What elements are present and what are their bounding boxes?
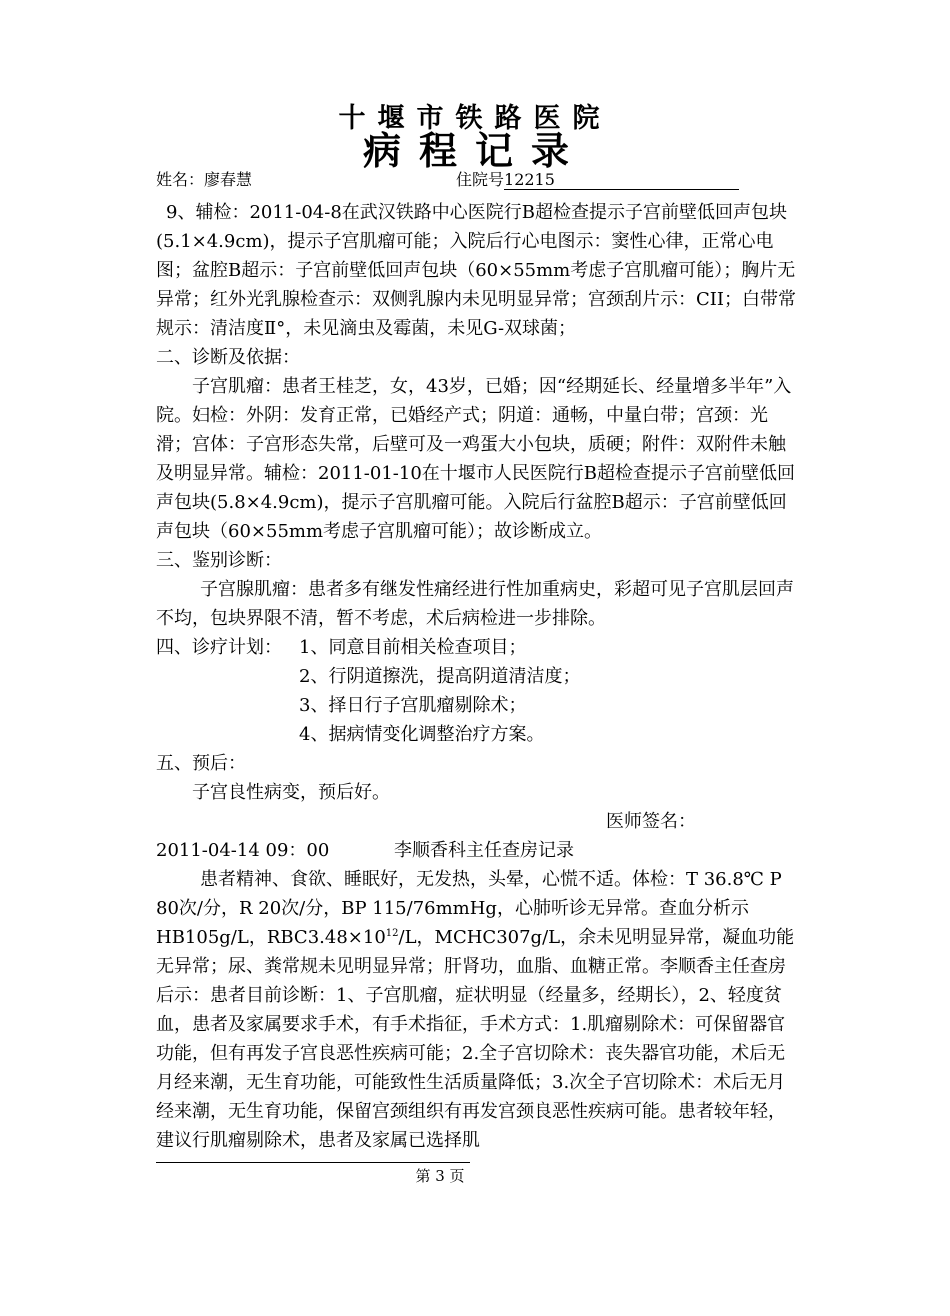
ward-round-title: 李顺香科主任查房记录 xyxy=(394,840,574,861)
plan-row xyxy=(156,662,796,691)
ward-round-time: 2011-04-14 09：00 xyxy=(156,840,330,861)
document-title: 病程记录 xyxy=(362,129,587,173)
differential-paragraph: 子宫腺肌瘤：患者多有继发性痛经进行性加重病史，彩超可见子宫肌层回声不均，包块界限不清，暂不考虑，术后病检进一步排除。 xyxy=(156,579,794,629)
ward-round-text-part2: /L，MCHC307g/L，余未见明显异常，凝血功能无异常；尿、粪常规未见明显异常；肝肾功，血脂、血糖正常。李顺香主任查房后示：患者目前诊断：1、子宫肌瘤，症状明显（经量多，经期长），2、轻度贫血，患者及家属要求手术，有手术指征，手术方式：1.肌瘤剔除术：可保留器官功能，但有再发子宫良恶性疾病可能；2.全子宫切除术：丧失器官功能，术后无月经来潮，无生育功能，可能致性生活质量降低；3.次全子宫切除术：术后无月经来潮，无生育功能，保留宫颈组织有再发宫颈良恶性疾病可能。患者较年轻，建议行肌瘤剔除术，患者及家属已选择肌 xyxy=(156,927,795,1151)
hospital-name: 十堰市铁路医院 xyxy=(338,103,612,134)
ward-round-header xyxy=(156,836,796,865)
admission-number-label: 住院号 xyxy=(456,170,505,189)
differential-heading: 三、鉴别诊断： xyxy=(156,550,282,571)
auxiliary-exam-paragraph: 9、辅检：2011-04-8在武汉铁路中心医院行B超检查提示子宫前壁低回声包块(5.1×4.9cm)，提示子宫肌瘤可能；入院后行心电图示：窦性心律，正常心电图；盆腔B超示：子宫前壁低回声包块（60×55mm考虑子宫肌瘤可能）；胸片无异常；红外光乳腺检查示：双侧乳腺内未见明显异常；宫颈刮片示：CII；白带常规示：清洁度Ⅱ°，未见滴虫及霉菌，未见G-双球菌； xyxy=(156,202,796,339)
ward-round-text-part1: 患者精神、食欲、睡眠好，无发热，头晕，心慌不适。体检：T 36.8℃ P 80次/分，R 20次/分，BP 115/76mmHg，心肺听诊无异常。查血分析示HB105g/L，RBC3.48×10 xyxy=(156,869,782,948)
prognosis-heading: 五、预后： xyxy=(156,753,246,774)
patient-name-value: 廖春慧 xyxy=(204,170,253,189)
plan-item: 1、同意目前相关检查项目； xyxy=(299,637,527,658)
footer-divider xyxy=(156,1162,470,1163)
plan-item: 2、行阴道擦洗，提高阴道清洁度； xyxy=(299,666,581,687)
plan-row xyxy=(156,691,796,720)
diagnosis-paragraph: 子宫肌瘤：患者王桂芝，女，43岁，已婚；因“经期延长、经量增多半年”入院。妇检：外阴：发育正常，已婚经产式；阴道：通畅，中量白带；宫颈：光滑；宫体：子宫形态失常，后壁可及一鸡蛋大小包块，质硬；附件：双附件未触及明显异常。辅检：2011-01-10在十堰市人民医院行B超检查提示子宫前壁低回声包块(5.8×4.9cm)，提示子宫肌瘤可能。入院后行盆腔B超示：子宫前壁低回声包块（60×55mm考虑子宫肌瘤可能）；故诊断成立。 xyxy=(156,376,796,542)
prognosis-paragraph: 子宫良性病变，预后好。 xyxy=(192,782,390,803)
patient-name-field xyxy=(156,169,252,191)
plan-row xyxy=(156,633,796,662)
patient-name-label: 姓名： xyxy=(156,170,205,189)
plan-item: 4、据病情变化调整治疗方案。 xyxy=(299,724,545,745)
admission-number-value: 12215 xyxy=(504,171,739,190)
ward-round-paragraph xyxy=(156,865,796,1155)
page-number: 第 3 页 xyxy=(415,1167,465,1185)
plan-item: 3、择日行子宫肌瘤剔除术； xyxy=(299,695,527,716)
diagnosis-heading: 二、诊断及依据： xyxy=(156,347,300,368)
doctor-signature: 医师签名： xyxy=(606,811,696,832)
admission-number-field xyxy=(456,169,739,191)
record-body xyxy=(156,198,796,1155)
patient-info-row xyxy=(156,169,796,191)
plan-row xyxy=(156,720,796,749)
ward-round-superscript: 12 xyxy=(385,928,399,939)
plan-heading: 四、诊疗计划： xyxy=(156,637,282,658)
